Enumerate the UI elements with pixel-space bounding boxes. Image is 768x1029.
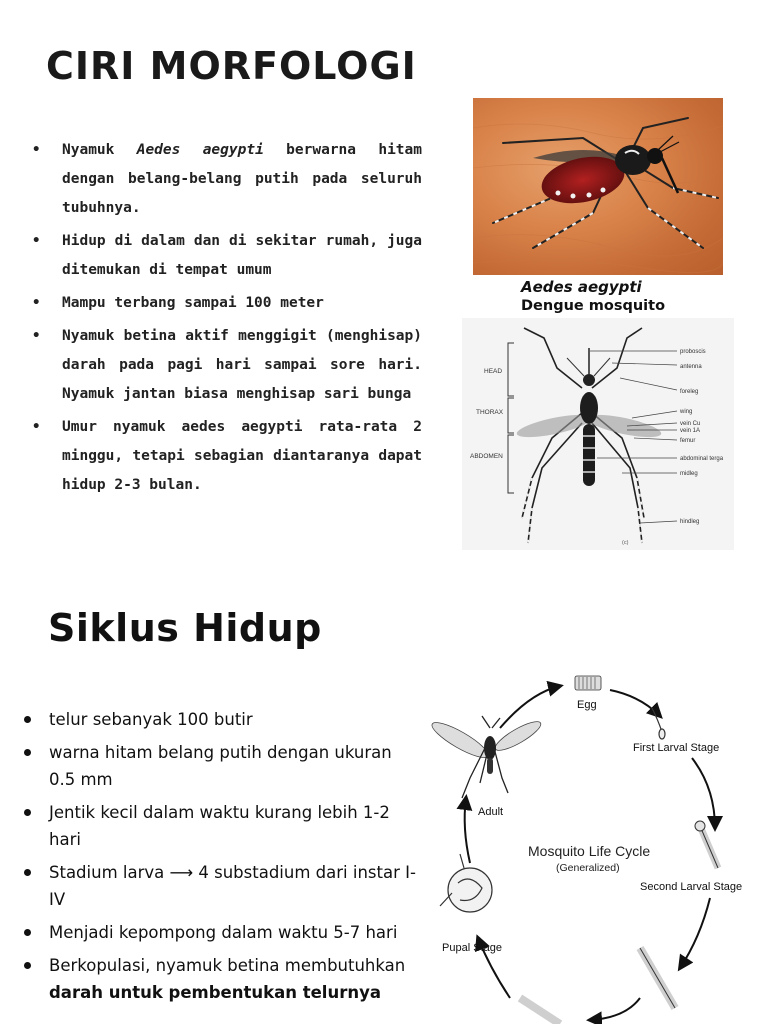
stage-second-larval: Second Larval Stage xyxy=(640,881,743,893)
label-proboscis: proboscis xyxy=(680,349,706,355)
bullet-text: Hidup di dalam dan di sekitar rumah, juga ditemukan di tempat umum xyxy=(62,233,422,278)
mosquito-life-cycle-diagram xyxy=(430,668,760,1024)
caption-common-name: Dengue mosquito xyxy=(521,298,666,314)
label-wing: wing xyxy=(680,409,693,415)
late-larva-illustration xyxy=(520,948,675,1024)
bullet-text: warna hitam belang putih dengan ukuran 0.5 mm xyxy=(49,743,392,789)
label-foreleg: foreleg xyxy=(680,389,699,395)
bullet-text: Mampu terbang sampai 100 meter xyxy=(62,295,324,311)
mosquito-photo-illustration xyxy=(473,98,723,275)
section-title-siklus-hidup: Siklus Hidup xyxy=(48,606,322,650)
stage-first-larval: First Larval Stage xyxy=(633,742,720,754)
mosquito-photo xyxy=(473,98,723,275)
list-item xyxy=(30,136,422,223)
egg-illustration xyxy=(575,676,601,690)
second-larva-illustration xyxy=(695,821,718,868)
label-femur: femur xyxy=(680,438,696,444)
label-abdominal-terga: abdominal terga xyxy=(680,456,724,462)
bullet-text: Menjadi kepompong dalam waktu 5-7 hari xyxy=(49,923,398,942)
list-item xyxy=(30,227,422,285)
label-thorax: THORAX xyxy=(476,409,504,416)
bullet-text: Stadium larva ⟶ 4 substadium dari instar I-IV xyxy=(49,863,416,909)
list-item xyxy=(22,739,417,793)
bullet-text: Nyamuk betina aktif menggigit (menghisap) darah pada pagi hari sampai sore hari. Nyamuk jantan biasa menghisap sari bunga xyxy=(62,328,422,402)
stage-adult: Adult xyxy=(478,806,504,818)
bullet-text: Jentik kecil dalam waktu kurang lebih 1-2 hari xyxy=(49,803,390,849)
caption-species: Aedes aegypti xyxy=(521,278,642,296)
bullet-text: telur sebanyak 100 butir xyxy=(49,710,253,729)
label-vein-1a: vein 1A xyxy=(680,428,701,434)
siklus-list xyxy=(22,706,417,1012)
life-cycle-svg xyxy=(430,668,760,1024)
list-item xyxy=(30,322,422,409)
cycle-center-title: Mosquito Life Cycle xyxy=(528,843,651,859)
mosquito-anatomy-diagram xyxy=(462,318,734,550)
list-item xyxy=(30,413,422,500)
bullet-text: Berkopulasi, nyamuk betina membutuhkan xyxy=(49,956,406,975)
anatomy-svg xyxy=(462,318,734,550)
cycle-center-subtitle: (Generalized) xyxy=(556,862,620,874)
list-item xyxy=(22,952,417,1006)
label-head: HEAD xyxy=(484,368,503,375)
label-vein-cu: vein Cu xyxy=(680,421,701,427)
label-abdomen: ABDOMEN xyxy=(470,453,503,460)
label-antenna: antenna xyxy=(680,364,702,370)
bullet-text-bold: darah untuk pembentukan telurnya xyxy=(49,983,381,1002)
stage-pupal: Pupal Stage xyxy=(442,942,502,954)
bullet-text: Nyamuk xyxy=(62,142,137,158)
label-midleg: midleg xyxy=(680,471,698,477)
section-title-morfologi: CIRI MORFOLOGI xyxy=(46,44,417,88)
copyright-mark: (c) xyxy=(622,540,629,546)
label-hindleg: hindleg xyxy=(680,519,700,525)
adult-mosquito-illustration xyxy=(430,716,544,798)
list-item xyxy=(22,919,417,946)
list-item xyxy=(22,799,417,853)
morfologi-list xyxy=(30,136,422,504)
list-item xyxy=(22,706,417,733)
bullet-text: Umur nyamuk aedes aegypti rata-rata 2 minggu, tetapi sebagian diantaranya dapat hidup 2-3 bulan. xyxy=(62,419,422,493)
list-item xyxy=(22,859,417,913)
bullet-text: berwarna hitam dengan belang-belang putih pada seluruh tubuhnya. xyxy=(62,142,422,216)
stage-egg: Egg xyxy=(577,699,597,711)
list-item xyxy=(30,289,422,318)
first-larva-illustration xyxy=(652,708,665,739)
pupa-illustration xyxy=(440,854,492,912)
species-name: Aedes aegypti xyxy=(136,142,264,158)
